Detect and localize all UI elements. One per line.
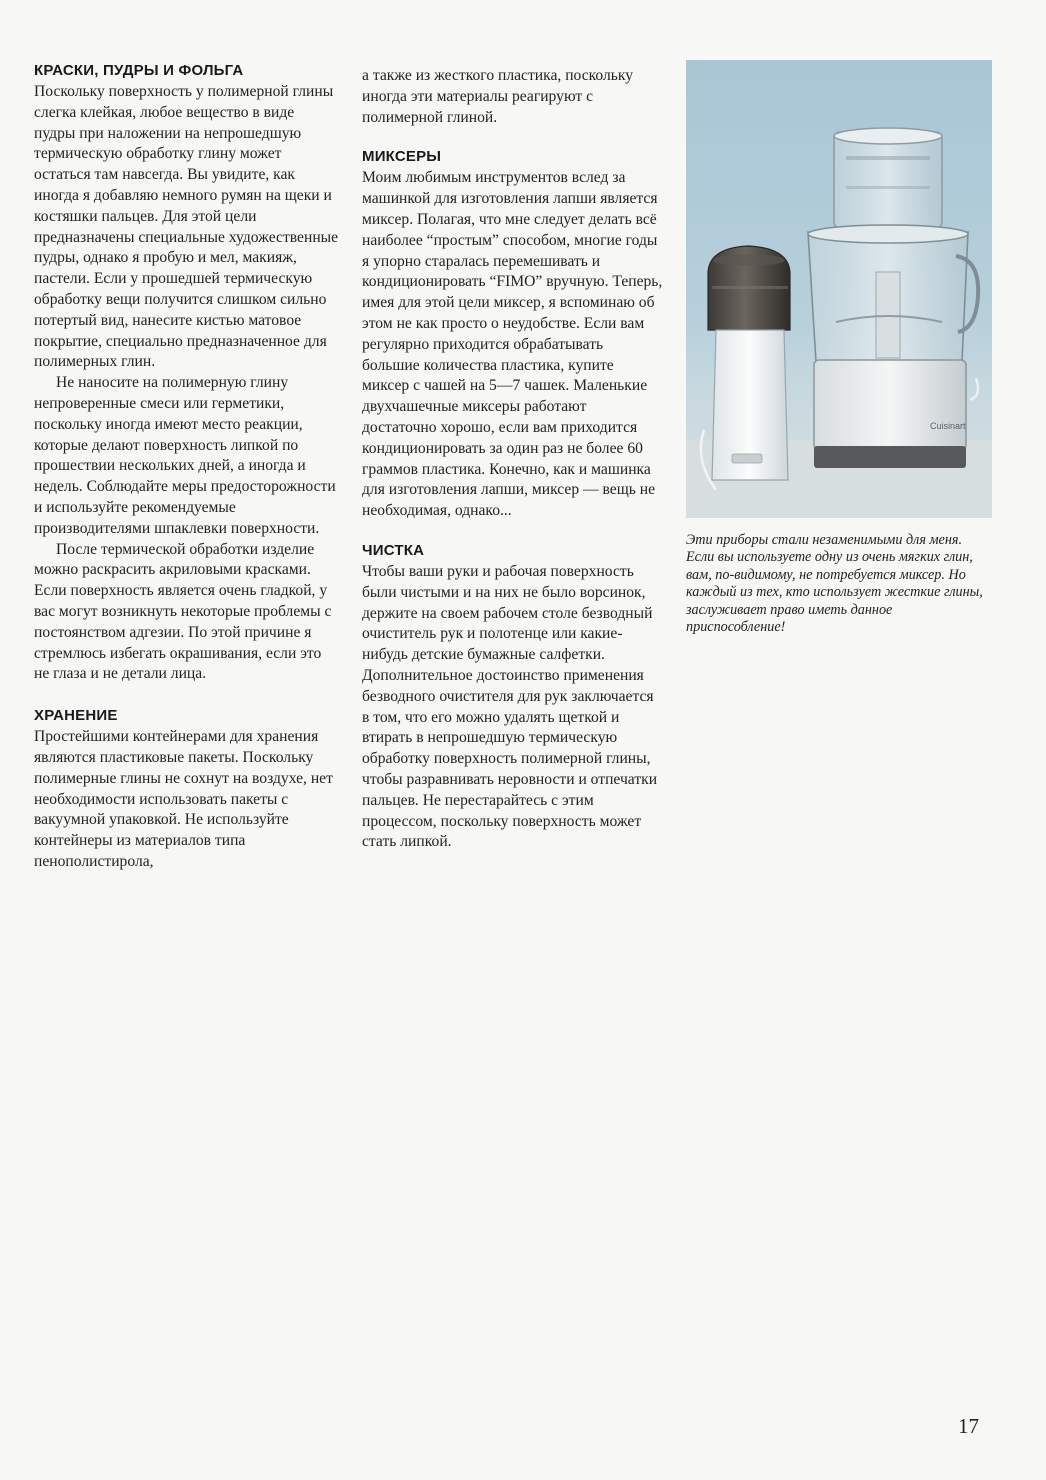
figure-column-right — [686, 60, 992, 636]
food-processors-illustration — [686, 60, 992, 518]
section-heading-cleaning: ЧИСТКА — [362, 541, 425, 559]
paragraph-mixers: Моим любимым инструментов вслед за машинкой для изготовления лапши является миксер. Полагая, что мне следует делать всё наиболее “простым” способом, многие годы я упорно старалась перемешивать и кондиционировать “FIMO” вручную. Теперь, имея для этой цели миксер, я вспоминаю об этом не как просто о неудобстве. Если вам регулярно приходится обрабатывать большие количества пластика, купите миксер с чашей на 5—7 чашек. Маленькие двухчашечные миксеры работают достаточно хорошо, если вам приходится кондиционировать за один раз не более 60 граммов пластика. Конечно, как и машинка для изготовления лапши, миксер — вещь не необходимая, однако... — [362, 169, 663, 520]
mixers-photo — [686, 60, 992, 518]
paragraph-sealants: Не наносите на полимерную глину непроверенные смеси или герметики, поскольку иногда имеют место реакции, которые делают поверхность липкой по прошествии нескольких дней, а иногда и недель. Соблюдайте меры предосторожности и используйте рекомендуемые производителями шпаклевки поверхности. — [34, 374, 336, 537]
paragraph-cleaning: Чтобы ваши руки и рабочая поверхность были чистыми и на них не было ворсинок, держите на своем рабочем столе безводный очиститель рук и полотенце или какие-нибудь детские бумажные салфетки. Дополнительное достоинство применения безводного очистителя для рук заключается в том, что его можно удалять щеткой и втирать в непрошедшую термическую обработку поверхность полимерной глины, чтобы разравнивать неровности и отпечатки пальцев. Не перестарайтесь с этим процессом, поскольку поверхность может стать липкой. — [362, 562, 658, 851]
page-number: 17 — [958, 1414, 979, 1438]
brand-label: Cuisinart — [930, 421, 966, 431]
photo-caption: Эти приборы стали незаменимыми для меня. Если вы используете одну из очень мягких глин, вам, по-видимому, не потребуется миксер. Но каждый из тех, кто использует жесткие глины, заслуживает право иметь данное приспособление! — [686, 532, 983, 636]
text-column-middle — [362, 66, 664, 853]
text-column-left — [34, 62, 339, 873]
section-heading-storage: ХРАНЕНИЕ — [34, 707, 118, 725]
paragraph-storage: Простейшими контейнерами для хранения являются пластиковые пакеты. Поскольку полимерные глины не сохнут на воздухе, нет необходимости использовать пакеты с вакуумной упаковкой. Не используйте контейнеры из материалов типа пенополистирола, — [34, 728, 333, 870]
paragraph-storage-continued: а также из жесткого пластика, поскольку иногда эти материалы реагируют с полимерной глиной. — [362, 67, 634, 126]
section-heading-mixers: МИКСЕРЫ — [362, 148, 442, 166]
paragraph-powders: Поскольку поверхность у полимерной глины слегка клейкая, любое вещество в виде пудры при наложении на непрошедшую термическую обработку глину может остаться там навсегда. Вы увидите, как иногда я добавляю немного румян на щеки и костяшки пальцев. Для этой цели предназначены специальные художественные пудры, однако я пробую и мел, макияж, пастели. Если у прошедшей термическую обработку вещи получится слишком сильно потертый вид, нанесите кистью матовое покрытие, специально предназначенное для полимерных глин. — [34, 83, 339, 371]
section-heading-paints: КРАСКИ, ПУДРЫ И ФОЛЬГА — [34, 62, 244, 79]
paragraph-acrylics: После термической обработки изделие можно раскрасить акриловыми красками. Если поверхность является очень гладкой, у вас могут возникнуть некоторые проблемы с постоянством адгезии. По этой причине я стремлюсь избегать окрашивания, если это не глаза и не детали лица. — [34, 540, 332, 683]
